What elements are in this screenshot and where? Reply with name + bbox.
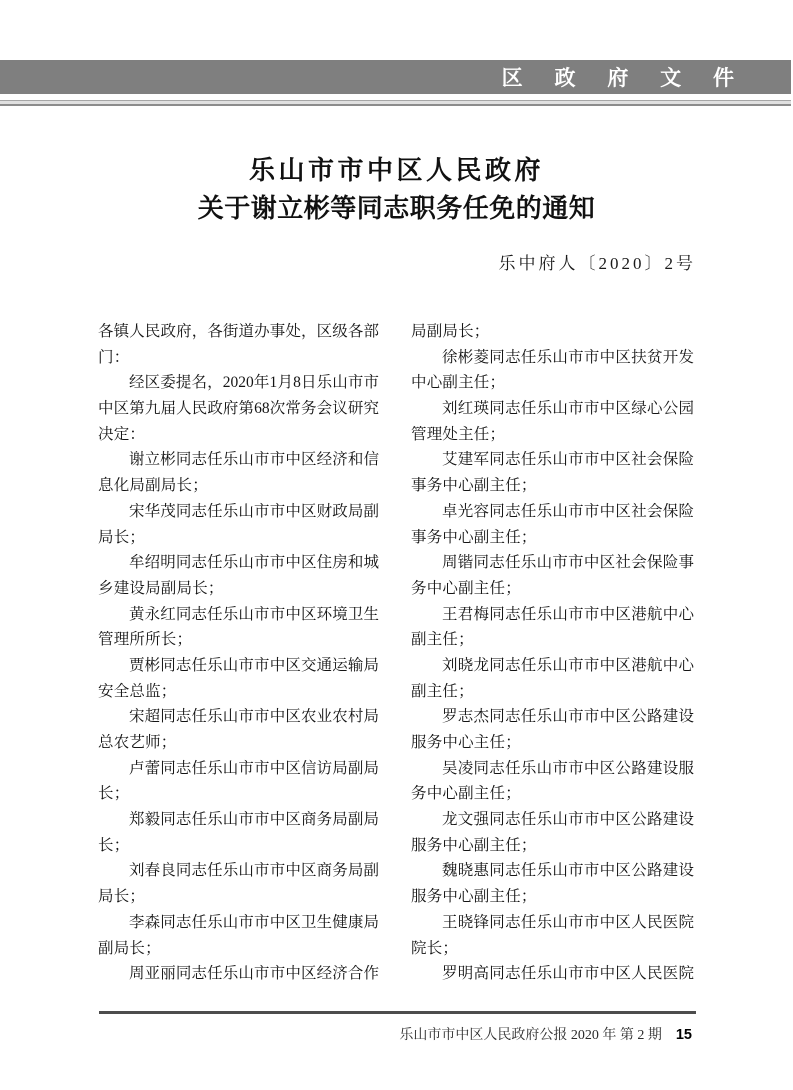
body-line: 总农艺师； [98,734,177,751]
body-line: 事务中心副主任； [411,528,537,546]
body-line: 经区委提名，2020年1月8日乐山市市 [129,374,379,392]
body-line: 吴凌同志任乐山市市中区公路建设服 [442,759,694,777]
body-column-left [98,319,379,987]
body-line: 服务中心副主任； [411,836,537,854]
banner-underline-rule [0,100,791,106]
body-line: 卓光容同志任乐山市市中区社会保险 [442,502,694,520]
body-line: 局副局长； [411,323,490,340]
body-line: 宋超同志任乐山市市中区农业农村局 [129,708,379,726]
document-title-line1: 乐山市市中区人民政府 [248,156,544,185]
body-line: 服务中心副主任； [411,888,537,906]
body-line: 郑毅同志任乐山市市中区商务局副局 [129,811,379,829]
body-line: 魏晓惠同志任乐山市市中区公路建设 [442,862,694,880]
body-line: 周亚丽同志任乐山市市中区经济合作 [129,965,379,983]
body-line: 李森同志任乐山市市中区卫生健康局 [129,913,379,931]
document-number: 乐中府人〔2020〕2号 [498,254,696,273]
body-line: 徐彬菱同志任乐山市市中区扶贫开发 [442,348,694,366]
body-line: 王君梅同志任乐山市市中区港航中心 [442,605,694,623]
body-line: 长； [98,785,130,803]
body-line: 服务中心主任； [411,734,521,751]
body-line: 艾建军同志任乐山市市中区社会保险 [442,451,694,469]
body-line: 中心副主任； [411,374,506,392]
body-line: 卢蕾同志任乐山市市中区信访局副局 [129,759,379,777]
body-line: 牟绍明同志任乐山市市中区住房和城 [129,554,379,572]
body-line: 息化局副局长； [98,477,208,495]
body-line: 刘红瑛同志任乐山市市中区绿心公园 [442,400,694,418]
body-line: 谢立彬同志任乐山市市中区经济和信 [129,451,379,469]
body-line: 副主任； [411,631,474,649]
body-line: 各镇人民政府，各街道办事处，区级各部 [98,323,379,340]
body-line: 务中心副主任； [411,785,521,803]
body-line: 决定： [98,425,146,443]
body-line: 长； [98,836,130,854]
body-line: 管理处主任； [411,425,506,443]
footer-text: 乐山市市中区人民政府公报 2020 年 第 2 期 [399,1028,662,1043]
body-line: 副主任； [411,682,474,700]
footer-rule [99,1011,696,1014]
body-line: 安全总监； [98,682,177,700]
body-line: 副局长； [98,939,161,957]
banner-title: 区 政 府 文 件 [501,67,747,90]
body-line: 局长； [98,528,146,546]
body-line: 宋华茂同志任乐山市市中区财政局副 [129,502,379,520]
body-line: 刘春良同志任乐山市市中区商务局副 [129,862,379,880]
page-number: 15 [675,1027,692,1043]
footer [99,1024,696,1047]
body-line: 门： [98,348,130,366]
body-line: 中区第九届人民政府第68次常务会议研究 [98,400,379,418]
body-line: 事务中心副主任； [411,477,537,495]
body-line: 院长； [411,939,459,957]
body-line: 龙文强同志任乐山市市中区公路建设 [442,811,694,829]
body-line: 周锴同志任乐山市市中区社会保险事 [442,554,694,572]
body-column-right [411,319,694,987]
body-line: 罗明高同志任乐山市市中区人民医院 [442,965,694,983]
body-line: 管理所所长； [98,631,193,649]
header-banner [0,60,791,94]
body-line: 贾彬同志任乐山市市中区交通运输局 [129,656,379,674]
body-line: 刘晓龙同志任乐山市市中区港航中心 [442,656,694,674]
body-line: 局长； [98,888,146,906]
body-line: 罗志杰同志任乐山市市中区公路建设 [442,708,694,726]
document-title [0,152,793,228]
body-line: 乡建设局副局长； [98,579,224,597]
document-title-line2: 关于谢立彬等同志职务任免的通知 [197,194,596,223]
body-line: 黄永红同志任乐山市市中区环境卫生 [129,605,379,623]
body-line: 王晓锋同志任乐山市市中区人民医院 [442,913,694,931]
body-line: 务中心副主任； [411,579,521,597]
